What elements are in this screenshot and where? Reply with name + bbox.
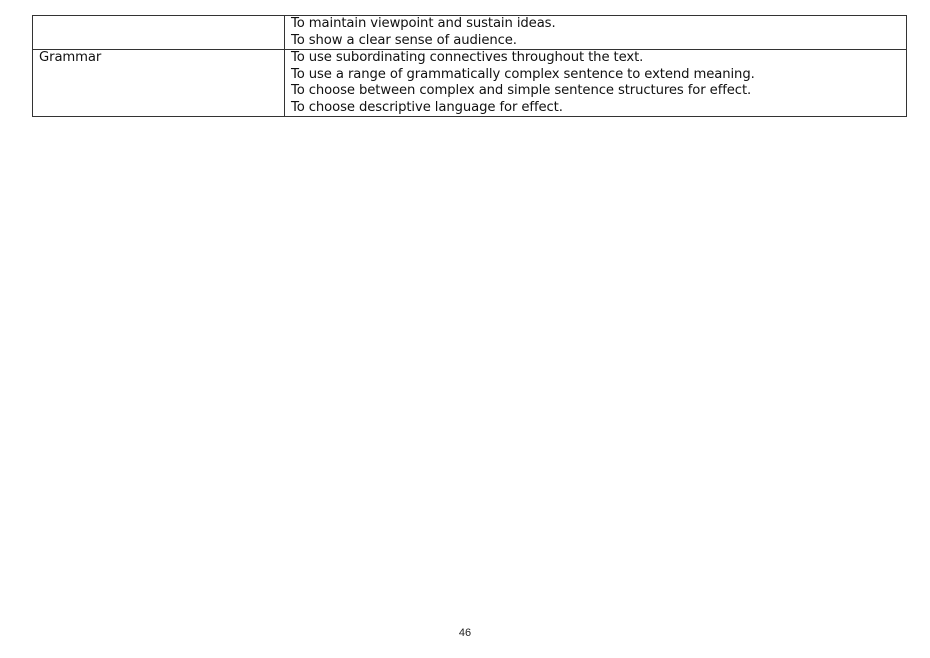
- objectives-table: [32, 15, 907, 117]
- objective-line: To use subordinating connectives throughout the text.: [291, 50, 644, 65]
- page-number: 46: [458, 627, 472, 639]
- objective-line: To maintain viewpoint and sustain ideas.: [291, 16, 556, 31]
- table-row: [33, 16, 907, 50]
- table-row: [33, 50, 907, 117]
- objectives-cell: [285, 50, 907, 117]
- objective-line: To show a clear sense of audience.: [291, 32, 517, 48]
- row-label: Grammar: [39, 50, 102, 65]
- objective-line: To choose between complex and simple sentence structures for effect.: [291, 83, 752, 98]
- row-label-cell: [33, 50, 285, 117]
- objective-line: To use a range of grammatically complex sentence to extend meaning.: [291, 66, 755, 82]
- row-label-cell: [33, 16, 285, 50]
- objectives-cell: [285, 16, 907, 50]
- objective-line: To choose descriptive language for effect.: [291, 99, 563, 115]
